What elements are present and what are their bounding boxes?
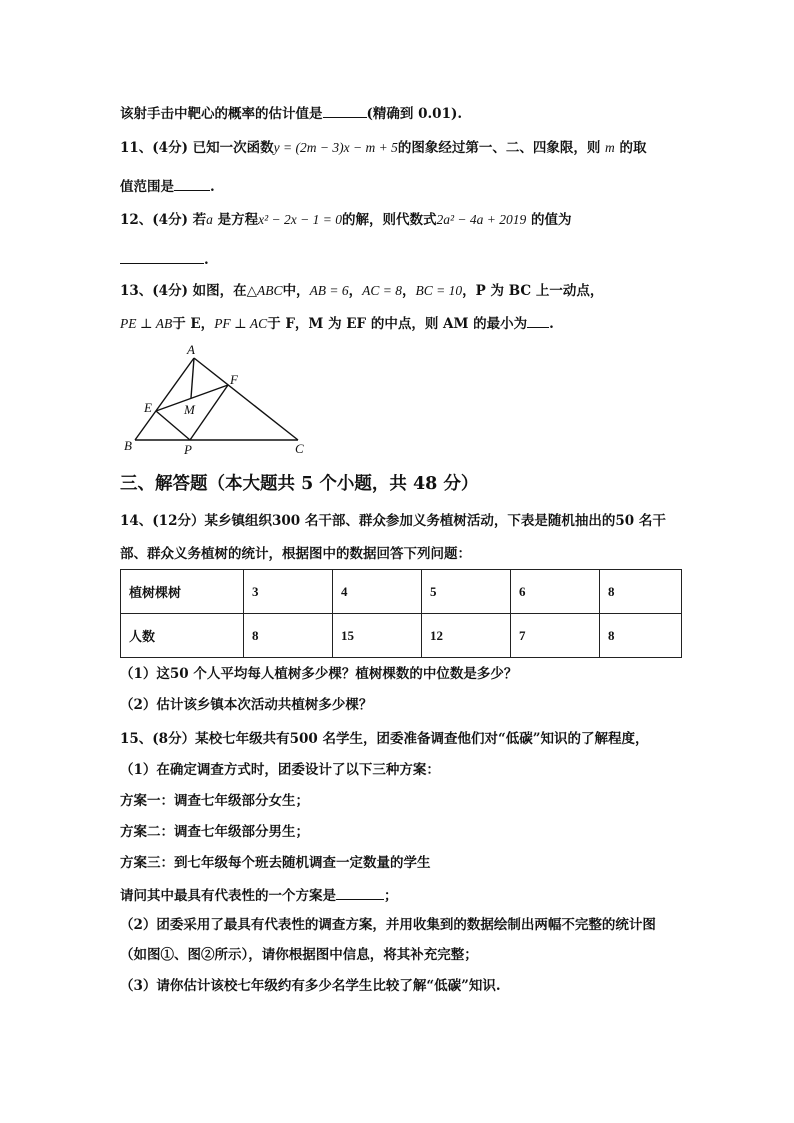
q11-pre: 已知一次函数: [192, 140, 274, 156]
q12-mid2: 的解，则代数式: [342, 212, 437, 228]
q12-expression: 2a² − 4a + 2019: [436, 212, 527, 227]
q12-number: 12、(4分): [120, 212, 188, 228]
q15-sub2b: （如图①、图②所示），请你根据图中信息，将其补充完整；: [120, 947, 478, 963]
table-cell: 6: [511, 570, 600, 614]
q12-mid: 是方程: [217, 212, 259, 228]
table-row: [121, 614, 682, 658]
q15-sub3: （3）请你估计该校七年级约有多少名学生比较了解“低碳”知识.: [120, 978, 501, 994]
q13-answer-blank: [527, 313, 549, 328]
q11-answer-blank: [174, 176, 210, 191]
label-a: A: [187, 342, 195, 357]
q15-line1: 15、(8分）某校七年级共有500 名学生，团委准备调查他们对“低碳”知识的了解程度，: [120, 731, 649, 747]
q13-pf: PF ⊥ AC: [214, 316, 268, 331]
table-header-trees: 植树棵树: [121, 570, 244, 614]
q13-line2: [120, 313, 554, 333]
table-cell: 15: [333, 614, 422, 658]
q13-triangle-figure: [118, 340, 318, 460]
q11-end: 的取: [619, 140, 647, 156]
table-row: [121, 570, 682, 614]
q12-end: 的值为: [530, 212, 572, 228]
q10-tail-line: [120, 103, 462, 123]
q11-formula: y = (2m − 3)x − m + 5: [273, 140, 398, 155]
table-cell: 8: [244, 614, 333, 658]
q14-sub1: （1）这50 个人平均每人植树多少棵？植树棵数的中位数是多少？: [120, 666, 518, 682]
q15-ask: 请问其中最具有代表性的一个方案是: [120, 888, 336, 904]
label-p: P: [184, 442, 192, 457]
q13-mid2: 于 E，: [172, 316, 215, 332]
q12-answer-blank: [120, 249, 204, 264]
q13-line1: [120, 282, 603, 300]
q12-equation: x² − 2x − 1 = 0: [258, 212, 342, 227]
q13-number: 13、(4分): [120, 283, 188, 299]
q13-end3: .: [549, 316, 554, 332]
q14-line2: 部、群众义务植树的统计，根据图中的数据回答下列问题：: [120, 546, 471, 562]
q12-var: a: [206, 212, 213, 227]
side-ab: [135, 358, 194, 440]
label-f: F: [230, 372, 238, 387]
q11-number: 11、(4分): [120, 140, 188, 156]
q15-plan1: 方案一：调查七年级部分女生；: [120, 793, 309, 809]
q13-bc: BC = 10: [415, 283, 463, 298]
q10-answer-blank: [323, 103, 367, 118]
q13-mid1: 中，: [282, 283, 310, 299]
q15-sub1: （1）在确定调查方式时，团委设计了以下三种方案：: [120, 762, 440, 778]
q15-answer-blank: [336, 885, 384, 900]
q13-pre: 如图，在: [192, 283, 247, 299]
table-cell: 8: [600, 614, 682, 658]
label-m: M: [184, 402, 195, 417]
q15-sub2a: （2）团委采用了最具有代表性的调查方案，并用收集到的数据绘制出两幅不完整的统计图: [120, 917, 656, 933]
table-cell: 5: [422, 570, 511, 614]
segment-am: [191, 358, 194, 398]
q11-mid: 的图象经过第一、二、四象限，则: [397, 140, 601, 156]
q12-line2-end: .: [204, 252, 209, 268]
label-e: E: [144, 400, 152, 415]
q11-var: m: [605, 140, 615, 155]
label-b: B: [124, 438, 132, 453]
q13-end1: ，P 为 BC 上一动点，: [462, 283, 604, 299]
q15-ask-end: ；: [384, 888, 398, 904]
q13-sep1: ，: [348, 283, 363, 299]
label-c: C: [295, 441, 304, 456]
q13-pe: PE ⊥ AB: [120, 316, 173, 331]
q13-sep2: ，: [402, 283, 416, 299]
q11-line1: [120, 139, 647, 157]
q12-line1: [120, 211, 571, 229]
q15-ask-line: [120, 885, 398, 905]
table-cell: 12: [422, 614, 511, 658]
q14-line1: 14、(12分）某乡镇组织300 名干部、群众参加义务植树活动，下表是随机抽出的50 名干: [120, 513, 666, 529]
section-3-heading: 三、解答题（本大题共 5 个小题，共 48 分）: [120, 474, 479, 494]
table-header-people: 人数: [121, 614, 244, 658]
q11-line2-text: 值范围是: [120, 179, 174, 195]
q15-plan2: 方案二：调查七年级部分男生；: [120, 824, 309, 840]
table-cell: 4: [333, 570, 422, 614]
q13-ab: AB = 6: [309, 283, 349, 298]
q15-plan3: 方案三：到七年级每个班去随机调查一定数量的学生: [120, 855, 431, 871]
table-cell: 7: [511, 614, 600, 658]
q11-line2: [120, 176, 215, 196]
q14-sub2: （2）估计该乡镇本次活动共植树多少棵？: [120, 697, 373, 713]
side-ac: [194, 358, 298, 440]
table-cell: 8: [600, 570, 682, 614]
q13-triangle: △ABC: [246, 283, 283, 298]
table-cell: 3: [244, 570, 333, 614]
q12-pre: 若: [192, 212, 207, 228]
q13-end2: 于 F，M 为 EF 的中点，则 AM 的最小为: [267, 316, 528, 332]
q10-tail-text: 该射手击中靶心的概率的估计值是: [120, 106, 323, 122]
q10-tail-after: (精确到 0.01).: [366, 106, 463, 122]
segment-pf: [190, 385, 228, 440]
q11-line2-end: .: [210, 179, 215, 195]
q14-data-table: [120, 569, 682, 658]
q12-line2: [120, 249, 209, 269]
q13-ac: AC = 8: [362, 283, 403, 298]
